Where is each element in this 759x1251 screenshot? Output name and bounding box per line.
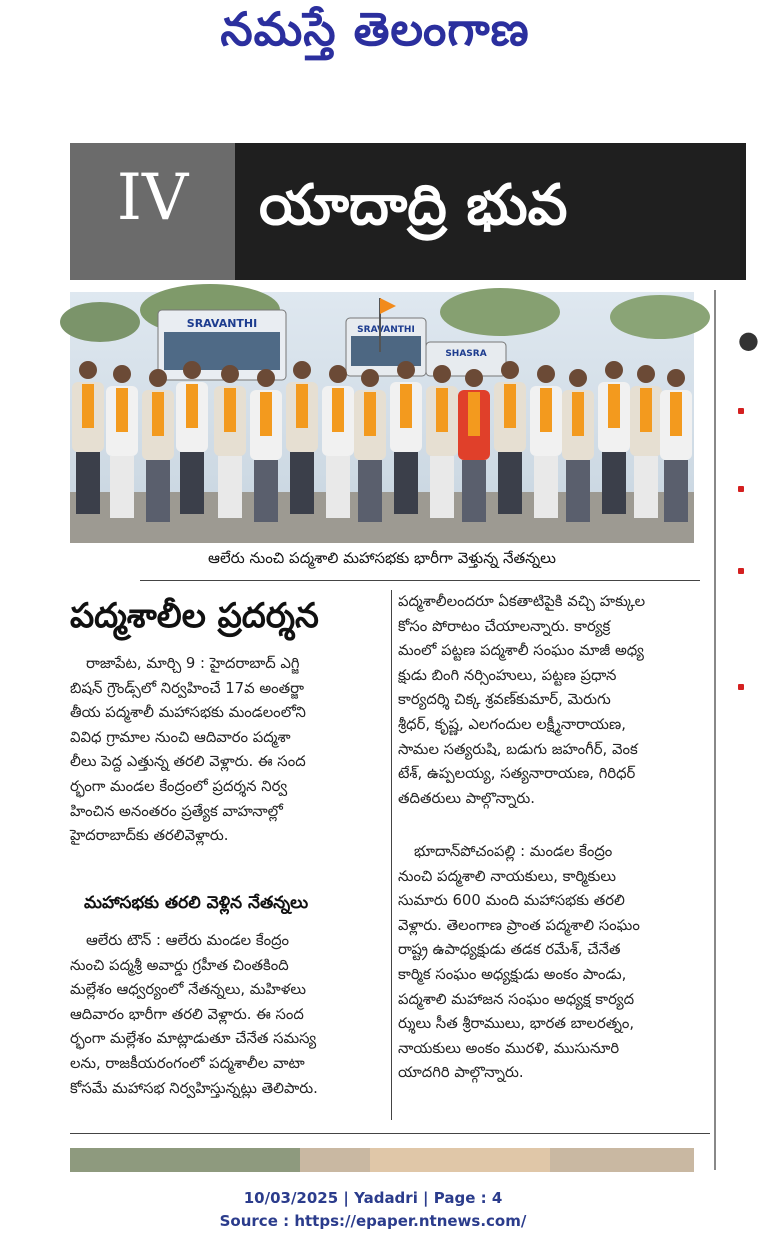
person-figure: [322, 365, 354, 518]
right-column-a: [398, 590, 710, 811]
column-divider: [391, 590, 392, 1120]
text-line: సుమారు 600 మంది మహాసభకు తరలి: [398, 892, 625, 910]
newspaper-title: నమస్తే తెలంగాణ: [220, 2, 530, 56]
text-line: తీయ పద్మశాలీ మహాసభకు మండలంలోని: [70, 704, 306, 722]
side-divider: [714, 290, 716, 1170]
text-line: రాష్ట్ర ఉపాధ్యక్షుడు తడక రమేశ్, చేనేత: [398, 941, 621, 959]
bullet-icon: [738, 568, 744, 574]
next-photo-image: [70, 1148, 694, 1172]
side-glyph: ●: [738, 326, 759, 354]
bullet-icon: [738, 408, 744, 414]
page-numeral: IV: [116, 161, 189, 235]
person-figure: [458, 369, 490, 522]
text-line: ఆదివారం భారీగా తరలి వెళ్లారు. ఈ సంద: [70, 1005, 304, 1023]
district-title: యాదాద్రి భువ: [259, 173, 568, 238]
text-line: క్షుడు బింగి నర్సింహులు, పట్టణ ప్రధాన: [398, 666, 617, 684]
page-banner: [70, 143, 746, 280]
footer-source-link[interactable]: Source : https://epaper.ntnews.com/: [219, 1212, 527, 1230]
text-line: భూదాన్‌పోచంపల్లి : మండల కేంద్రం: [414, 843, 613, 860]
text-line: హైదరాబాద్‌కు తరలివెళ్లారు.: [70, 827, 229, 845]
text-line: తదితరులు పాల్గొన్నారు.: [398, 789, 535, 807]
article-bottom-rule: [70, 1133, 710, 1134]
article-headline: పద్మశాలీల ప్రదర్శన: [70, 596, 319, 636]
text-line: నాయకులు అంకం మురళి, ముసునూరి: [398, 1039, 620, 1057]
masthead: [0, 0, 746, 80]
person-figure: [354, 369, 386, 522]
text-line: రాజాపేట, మార్చి 9 : హైదరాబాద్ ఎగ్జి: [86, 655, 300, 672]
text-line: వివిధ గ్రామాల నుంచి ఆదివారం పద్మశా: [70, 728, 291, 746]
bullet-icon: [738, 684, 744, 690]
photo-caption: ఆలేరు నుంచి పద్మశాలి మహాసభకు భారీగా వెళ్తున్న నేతన్నలు: [208, 549, 556, 567]
news-photo: [70, 292, 694, 543]
text-line: పద్మశాలీలందరూ ఏకతాటిపైకి వచ్చి హక్కుల: [398, 593, 646, 610]
left-column-b: [70, 929, 388, 1101]
text-line: బిషన్ గ్రౌండ్స్‌లో నిర్వహించే 17వ అంతర్జా: [70, 679, 305, 697]
text-line: కోసమే మహాసభ నిర్వహిస్తున్నట్లు తెలిపారు.: [70, 1079, 318, 1097]
left-column-a: [70, 652, 388, 849]
text-line: యాదగిరి పాల్గొన్నారు.: [398, 1064, 524, 1082]
text-line: కోసం పోరాటం చేయాలన్నారు. కార్యక్ర: [398, 617, 611, 635]
bus-label: SRAVANTHI: [186, 317, 258, 330]
person-figure: [286, 361, 318, 514]
caption-divider: [140, 580, 700, 581]
person-figure: [106, 365, 138, 518]
text-line: వెళ్లారు. తెలంగాణ ప్రాంత పద్మశాలి సంఘం: [398, 916, 640, 934]
text-line: సామల సత్యరుషి, బడుగు జహంగీర్, వెంక: [398, 740, 638, 758]
text-line: ర్భంగా మల్లేశం మాట్లాడుతూ చేనేత సమస్య: [70, 1030, 317, 1048]
text-line: పద్మశాలి మహాజన సంఘం అధ్యక్ష కార్యద: [398, 990, 635, 1008]
next-photo-strip: [70, 1148, 694, 1172]
footer-date-line: 10/03/2025 | Yadadri | Page : 4: [243, 1189, 503, 1207]
text-line: ర్భంగా మండల కేంద్రంలో ప్రదర్శన నిర్వ: [70, 777, 288, 795]
person-figure: [390, 361, 422, 514]
text-line: ర్శులు సీత శ్రీరాములు, భారత బాలరత్నం,: [398, 1015, 635, 1033]
adjacent-article-edge: [714, 290, 759, 1170]
text-line: కార్యదర్శి చిక్క శ్రవణ్‌కుమార్, మెరుగు: [398, 691, 611, 709]
text-line: నుంచి పద్మశాలి నాయకులు, కార్మికులు: [398, 867, 616, 885]
bullet-icon: [738, 486, 744, 492]
bus-label: SRAVANTHI: [357, 325, 415, 335]
text-line: హించిన అనంతరం ప్రత్యేక వాహనాల్లో: [70, 802, 283, 820]
person-figure: [562, 369, 594, 522]
person-figure: [598, 361, 630, 514]
bus-label: SHASRA: [445, 349, 487, 359]
page-number-box: [70, 143, 235, 280]
text-line: కార్మిక సంఘం అధ్యక్షుడు అంకం పాండు,: [398, 965, 627, 983]
person-figure: [660, 369, 692, 522]
person-figure: [250, 369, 282, 522]
text-line: లీలు పెద్ద ఎత్తున్న తరలి వెళ్లారు. ఈ సంద: [70, 753, 306, 771]
person-figure: [214, 365, 246, 518]
person-figure: [630, 365, 662, 518]
person-figure: [176, 361, 208, 514]
person-figure: [494, 361, 526, 514]
person-figure: [142, 369, 174, 522]
text-line: మల్లేశం ఆధ్వర్యంలో నేతన్నలు, మహిళలు: [70, 981, 307, 999]
district-banner: [235, 143, 746, 280]
text-line: నుంచి పద్మశ్రీ అవార్డు గ్రహీత చింతకింది: [70, 956, 289, 974]
person-figure: [72, 361, 104, 514]
rally-photo-image: [70, 292, 694, 543]
text-line: ఆలేరు టౌన్ : ఆలేరు మండల కేంద్రం: [86, 932, 290, 949]
text-line: టేశ్, ఉప్పలయ్య, సత్యనారాయణ, గిరిధర్: [398, 765, 636, 783]
article-subhead: మహాసభకు తరలి వెళ్లిన నేతన్నలు: [84, 893, 309, 913]
text-line: శ్రీధర్, కృష్ణ, ఎలగందుల లక్ష్మీనారాయణ,: [398, 715, 626, 733]
person-figure: [530, 365, 562, 518]
text-line: మంలో పట్టణ పద్మశాలీ సంఘం మాజీ అధ్య: [398, 642, 644, 660]
text-line: లను, రాజకీయరంగంలో పద్మశాలీల వాటా: [70, 1054, 305, 1072]
right-column-b: [398, 840, 710, 1086]
person-figure: [426, 365, 458, 518]
